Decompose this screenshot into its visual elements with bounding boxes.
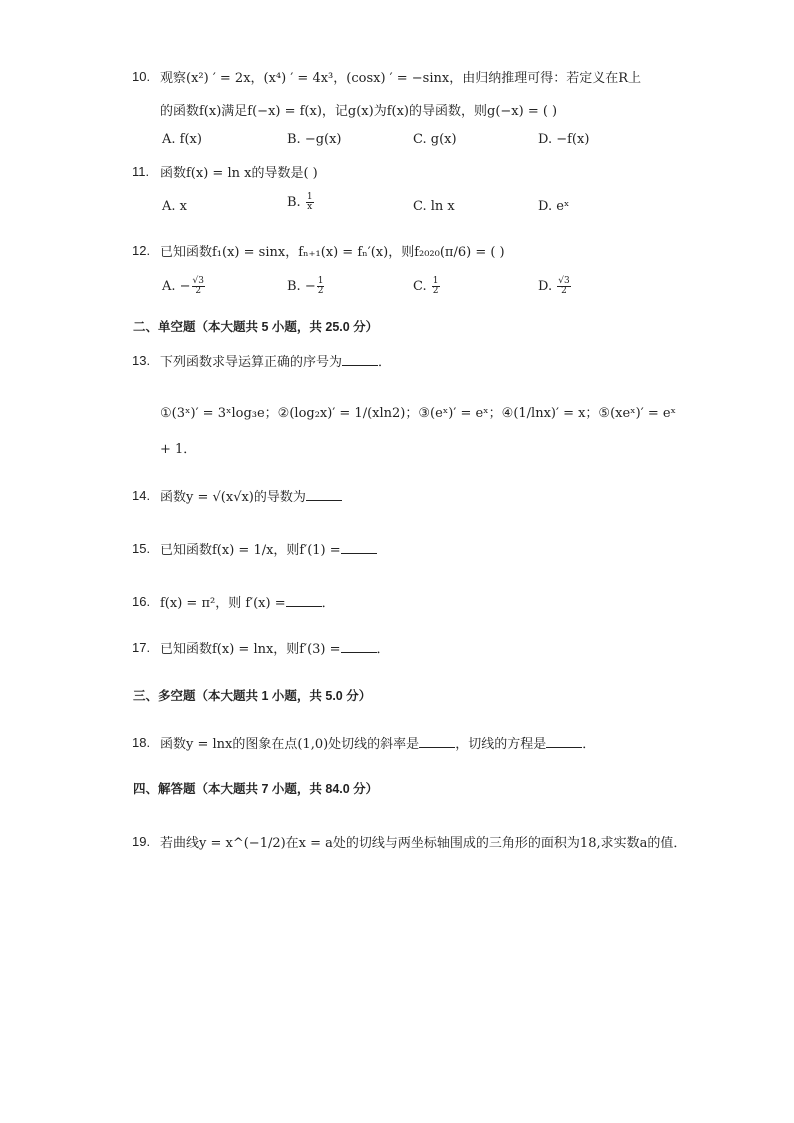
- q13-items-line2: + 1．: [160, 442, 197, 457]
- q12-option-d-label: D.: [538, 279, 553, 294]
- q10-stem-line1: 观察(x²) ′ = 2x，(x⁴) ′ = 4x³，(cosx) ′ = −sinx，由归纳推理可得：若定义在R上: [160, 71, 641, 86]
- q12-option-b[interactable]: [287, 277, 325, 296]
- q18-answer-blank-1[interactable]: [419, 737, 455, 748]
- q11-option-c[interactable]: C. ln x: [413, 199, 455, 214]
- q10-option-c[interactable]: C. g(x): [413, 132, 457, 147]
- q13-items-line1: ①(3ˣ)′ = 3ˣlog₃e；②(log₂x)′ = 1/(xln2)；③(eˣ)′ = eˣ；④(1/lnx)′ = x；⑤(xeˣ)′ = eˣ: [160, 406, 677, 421]
- q12-option-b-label: B. −: [287, 279, 316, 294]
- q14-answer-blank[interactable]: [306, 490, 342, 501]
- section-heading-solution: 四、解答题（本大题共 7 小题，共 84.0 分）: [133, 782, 379, 796]
- q11-number: 11.: [132, 164, 150, 179]
- q19-stem: 若曲线y = x^(−1/2)在x = a处的切线与两坐标轴围成的三角形的面积为18,求实数a的值．: [160, 836, 687, 851]
- q11-stem: 函数f(x) = ln x的导数是( ): [160, 166, 318, 181]
- q15-stem: [160, 539, 377, 558]
- q11-option-b-label: B.: [287, 195, 301, 210]
- q13-stem: [160, 351, 391, 370]
- q10-option-d[interactable]: D. −f(x): [538, 132, 590, 147]
- q16-stem-text: f(x) = π²，则 f′(x) =: [160, 596, 286, 611]
- q11-option-b-fraction: [306, 193, 314, 212]
- frac-numerator: √3: [192, 276, 205, 286]
- q12-option-a[interactable]: [162, 277, 206, 296]
- frac-numerator: 1: [432, 276, 439, 286]
- frac-denominator: x: [307, 202, 313, 212]
- q15-stem-text: 已知函数f(x) = 1/x，则f′(1) =: [160, 543, 341, 558]
- q16-stem-end: ．: [321, 596, 335, 611]
- q18-stem-part1: 函数y = lnx的图象在点(1,0)处切线的斜率是: [160, 737, 420, 752]
- frac-denominator: 2: [561, 286, 567, 296]
- frac-numerator: √3: [558, 276, 570, 286]
- q12-option-c-fraction: [432, 277, 440, 296]
- q17-number: 17.: [132, 640, 151, 655]
- q16-stem: [160, 592, 335, 611]
- frac-denominator: 2: [317, 286, 324, 296]
- q17-stem-text: 已知函数f(x) = lnx，则f′(3) =: [160, 642, 341, 657]
- q14-stem-text: 函数y = √(x√x)的导数为: [160, 490, 306, 505]
- frac-numerator: 1: [306, 192, 313, 202]
- q12-stem: 已知函数f₁(x) = sinx，fₙ₊₁(x) = fₙ′(x)，则f₂₀₂₀(π/6) = ( ): [160, 245, 505, 260]
- q10-option-b[interactable]: B. −g(x): [287, 132, 342, 147]
- q15-number: 15.: [132, 541, 151, 556]
- q13-stem-text: 下列函数求导运算正确的序号为: [160, 355, 343, 370]
- q17-stem-end: ．: [376, 642, 390, 657]
- q18-stem-end: ．: [582, 737, 596, 752]
- q12-option-b-fraction: [317, 277, 325, 296]
- q12-option-a-label: A. −: [162, 279, 191, 294]
- section-heading-single-blank: 二、单空题（本大题共 5 小题，共 25.0 分）: [133, 320, 379, 334]
- q12-option-c[interactable]: [413, 277, 441, 296]
- q10-number: 10.: [132, 69, 151, 84]
- q13-number: 13.: [132, 353, 151, 368]
- q12-option-c-label: C.: [413, 279, 427, 294]
- q12-option-a-fraction: [192, 277, 205, 296]
- q12-option-d-fraction: [557, 277, 570, 296]
- q16-number: 16.: [132, 594, 151, 609]
- q18-stem: [160, 733, 595, 752]
- q17-stem: [160, 638, 390, 657]
- q18-number: 18.: [132, 735, 151, 750]
- q11-option-a[interactable]: A. x: [162, 199, 187, 214]
- q18-answer-blank-2[interactable]: [546, 737, 582, 748]
- q10-stem-line2: 的函数f(x)满足f(−x) = f(x)，记g(x)为f(x)的导函数，则g(−x) = ( ): [160, 104, 558, 119]
- section-heading-multi-blank: 三、多空题（本大题共 1 小题，共 5.0 分）: [133, 689, 372, 703]
- q11-option-b[interactable]: [287, 193, 315, 212]
- q10-option-a[interactable]: A. f(x): [162, 132, 202, 147]
- q12-number: 12.: [132, 243, 151, 258]
- q18-stem-part2: ，切线的方程是: [455, 737, 547, 752]
- q13-stem-end: ．: [378, 355, 392, 370]
- frac-denominator: 2: [195, 286, 202, 296]
- q14-stem: [160, 486, 342, 505]
- q19-number: 19.: [132, 834, 151, 849]
- frac-denominator: 2: [432, 286, 439, 296]
- q16-answer-blank[interactable]: [286, 596, 322, 607]
- q12-option-d[interactable]: [538, 277, 572, 296]
- q13-answer-blank[interactable]: [342, 355, 378, 366]
- q14-number: 14.: [132, 488, 151, 503]
- frac-numerator: 1: [317, 276, 324, 286]
- q11-option-d[interactable]: D. eˣ: [538, 199, 570, 214]
- q17-answer-blank[interactable]: [341, 642, 377, 653]
- q15-answer-blank[interactable]: [341, 543, 377, 554]
